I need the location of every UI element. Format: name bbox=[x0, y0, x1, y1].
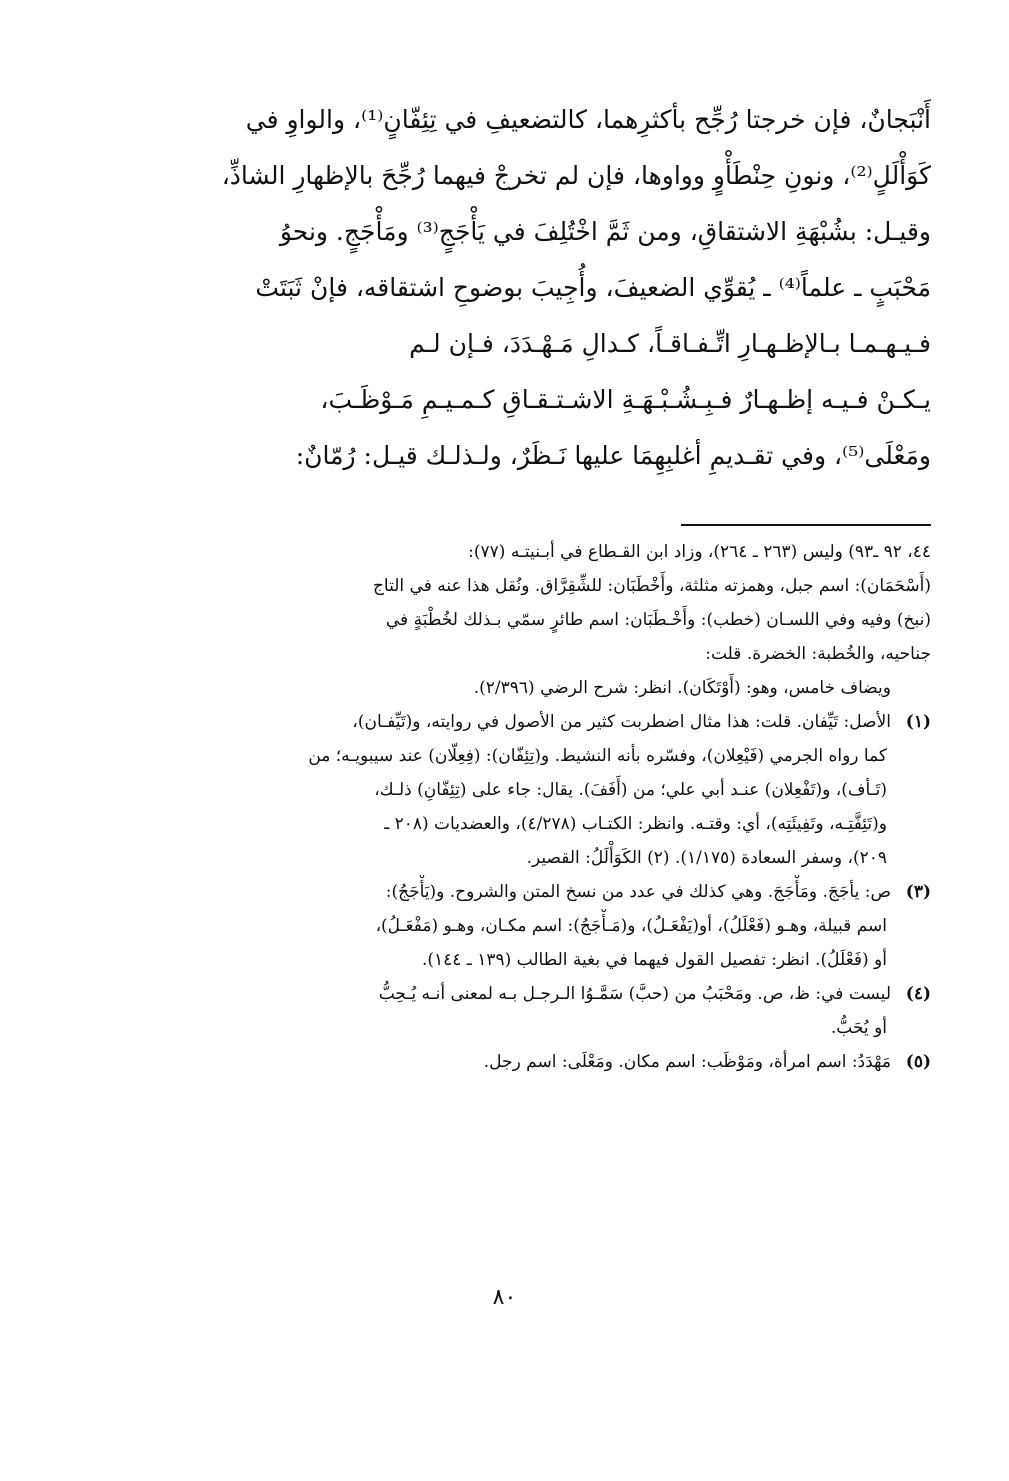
footnote-number: (٣) bbox=[905, 882, 931, 902]
footnotes-block bbox=[171, 535, 931, 1079]
footnote-continuation-line: (نبخ) وفيه وفي اللسـان (خطب): وأَخْـطَبَان: اسم طائرٍ سمّي بـذلك لخُطْبَةٍ في bbox=[385, 610, 931, 630]
footnote-line: أو يُحَبُّ. bbox=[830, 1018, 887, 1038]
footnote-text: ص: يأجَجَ. ومَأْجَجَ. وهي كذلك في عدد من نسخ المتن والشروح. و(يَأْجَجُ): bbox=[385, 882, 891, 902]
footnote-continuation-line: ويضاف خامس، وهو: (أَوْتَكَان). انظر: شرح الرضي (٢/٣٩٦). bbox=[473, 678, 891, 698]
footnote-line: اسم قبيلة، وهـو (فَعْلَلُ)، أو(يَفْعَـلُ)، و(مَـأْجَجُ): اسم مكـان، وهـو (مَفْعَـلُ)، bbox=[375, 916, 887, 936]
page-number: ٨٠ bbox=[492, 1285, 517, 1310]
main-line: فـيـهـمـا بـالإظـهـارِ اتِّـفـاقـاً، كـدالِ مَـهْـدَدَ، فـإن لـم bbox=[409, 329, 931, 358]
main-line: وقيـل: بشُبْهَةِ الاشتقاقِ، ومن ثَمَّ اخْتُلِفَ في يَأْجَجٍ⁽³⁾ ومَأْجَجٍ. ونحوُ bbox=[279, 217, 931, 246]
footnote-number: (٥) bbox=[905, 1052, 931, 1072]
main-line: مَحْبَبٍ ـ علماً⁽⁴⁾ ـ يُقوِّي الضعيفَ، وأُجِيبَ بوضوحِ اشتقاقه، فإنْ ثَبَتَتْ bbox=[255, 273, 931, 302]
main-text-block bbox=[171, 92, 931, 484]
footnote-continuation-line: جناحيه، والخُطبة: الخضرة. قلت: bbox=[705, 644, 931, 664]
footnote-line: و(تَئِفَّتِـه، وتَفِيئَتِه)، أي: وقتـه. وانظر: الكتـاب (٤/٢٧٨)، والعضديات (٢٠٨ ـ bbox=[384, 814, 887, 834]
footnote-text: مَهْدَدُ: اسم امرأة، ومَوْظَب: اسم مكان. ومَعْلَى: اسم رجل. bbox=[483, 1052, 891, 1072]
footnote-continuation-line: ٤٤، ٩٢ ـ٩٣) وليس (٢٦٣ ـ ٢٦٤)، وزاد ابن القـطاع في أبـنيتـه (٧٧): bbox=[468, 542, 931, 562]
footnote-1 bbox=[171, 705, 931, 739]
main-line: أَنْبَجانٌ، فإن خرجتا رُجِّح بأكثرِهما، كالتضعيفِ في تِئِفّانٍ⁽¹⁾، والواوِ في bbox=[245, 105, 931, 134]
footnote-continuation-line: (أَسْحَمَان): اسم جبل، وهمزته مثلثة، وأَخْطَبَان: للشِّقِرَّاق. ونُقل هذا عنه في التاج bbox=[372, 576, 931, 596]
footnote-4 bbox=[171, 977, 931, 1011]
footnote-line: ٢٠٩)، وسفر السعادة (١/١٧٥). (٢) الكَوَأْلَلُ: القصير. bbox=[526, 848, 887, 868]
main-line: يـكـنْ فـيـه إظـهـارٌ فـبِـشُـبْـهَـةِ الاشـتـقـاقِ كـمـيـمِ مَـوْظَـبَ، bbox=[320, 385, 931, 414]
footnote-line: كما رواه الجرمي (فَيْعِلان)، وفسّره بأنه النشيط. و(تِئِفّان): (فِعِلّان) عند سيبويـه؛ من bbox=[308, 746, 887, 766]
main-line: كَوَأْلَلٍ⁽²⁾، ونونِ حِنْطَأْوٍ وواوها، فإن لم تخرجْ فيهما رُجِّحَ بالإظهارِ الشاذِّ، bbox=[221, 161, 931, 190]
footnote-line: (تَـأف)، و(تَفْعِلان) عنـد أبي علي؛ من (أَفَفَ). يقال: جاء على (تِئِفّانِ) ذلـك، bbox=[374, 780, 887, 800]
footnote-separator bbox=[681, 524, 931, 526]
main-line: ومَعْلَى⁽⁵⁾، وفي تقـديمِ أغلبِهِمَا عليها نَـظَرٌ، ولـذلـك قيـل: رُمّانٌ: bbox=[295, 441, 931, 470]
footnote-text: ليست في: ظ، ص. ومَحْبَبُ من (حبَّ) سَمَّـوُا الـرجـل بـه لمعنى أنـه يُـحِبُّ bbox=[378, 984, 891, 1004]
footnote-number: (٤) bbox=[905, 984, 931, 1004]
footnote-5 bbox=[171, 1045, 931, 1079]
footnote-3 bbox=[171, 875, 931, 909]
footnote-line: أو (فَعْلَلُ). انظر: تفصيل القول فيهما في بغية الطالب (١٣٩ ـ ١٤٤). bbox=[421, 950, 887, 970]
footnote-number: (١) bbox=[905, 712, 931, 732]
footnote-text: الأصل: تَيِّفان. قلت: هذا مثال اضطربت كثير من الأصول في روايته، و(تَيِّفـان)، bbox=[352, 712, 891, 732]
